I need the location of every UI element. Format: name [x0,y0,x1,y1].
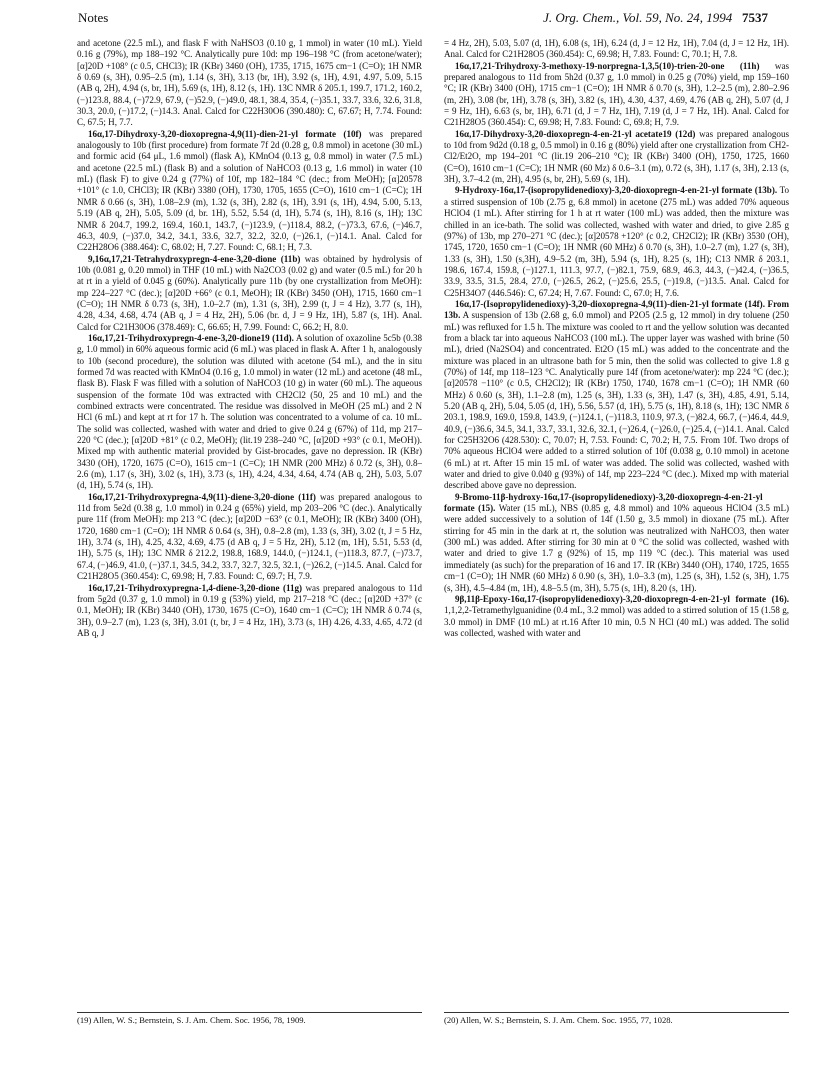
paragraph [77,129,422,254]
paragraph [77,333,422,492]
compound-title: 9-Bromo-11β-hydroxy-16α,17-(isopropylidenedioxy)-3,20-dioxopregn-4-en-21-yl formate (15). [444,491,763,514]
paragraph-text: was prepared analogous to 11d from 5g2d (0.37 g, 1.0 mmol) in 0.19 g (53%) yield, mp 217–218 °C (dec.; [α]20D +37° (c 0.1, MeOH); IR (KBr) 3440 (OH), 1730, 1675 (C=O), 1640 cm−1 (C=C); 1H NMR δ 0.74 (s, 3H), 0.9–2.7 (m), 1.23 (s, 3H), 3.01 (t, br, J = 4 Hz, 1H), 3.73 (s, 1H) 4.26, 4.33, 4.65, 4.72 (d AB q, J [77,582,422,638]
paragraph-text: = 4 Hz, 2H), 5.03, 5.07 (d, 1H), 6.08 (s, 1H), 6.24 (d, J = 12 Hz, 1H), 7.04 (d, J = 12 Hz, 1H). Anal. Calcd for C21H28O5 (360.454): C, 69.98; H, 7.83. Found: C, 70.1; H, 7.8. [444,38,789,60]
paragraph [444,492,789,594]
footnote-left: (19) Allen, W. S.; Bernstein, S. J. Am. Chem. Soc. 1956, 78, 1909. [77,1012,422,1029]
paragraph-text: 1,1,2,2-Tetramethylguanidine (0.4 mL, 3.2 mmol) was added to a stirred solution of 15 (1.58 g, 3.0 mmol) in DMF (10 mL) at rt.16 After 10 min, 0.5 N HCl (40 mL) was added. The solid was collected, washed with water and [444,605,789,638]
compound-title: 16α,17,21-Trihydroxypregn-4-ene-3,20-dione19 (11d). [88,332,294,343]
page-header [0,10,828,32]
paragraph [444,594,789,639]
paragraph-text: was obtained by hydrolysis of 10b (0.081 g, 0.20 mmol) in THF (10 mL) with Na2CO3 (0.02 g) and water (0.5 mL) for 20 h at rt in a yield of 0.045 g (60%). Analytically pure 11b (by one crystallization from MeOH): mp 224–227 °C (dec.); [α]20D +66° (c 0.1, MeOH); IR (KBr) 3450 (OH), 1715, 1660 cm−1 (C=O); 1H NMR δ 0.73 (s, 3H), 1.0–2.7 (m), 1.31 (s, 3H), 2.99 (t, J = 4 Hz), 3.77 (s, 1H), 4.28, 4.34, 4.68, 4.74 (AB q, J = 4 Hz, 2H), 5.06 (br. d, J = 9 Hz, 1H), 5.87 (s, 1H). Anal. Calcd for C21H30O6 (378.469): C, 66.65; H, 7.99. Found: C, 66.2; H, 8.0. [77,253,422,332]
paragraph-text: was prepared analogously to 10b (first procedure) from formate 7f 2d (0.28 g, 0.8 mmol) in acetone (30 mL) and formic acid (64 μL, 1.6 mmol) (flask A), KMnO4 (0.13 g, 0.8 mmol) in water (7.5 mL) and acetone (22.5 mL) (flask B) and a solution of NaHCO3 (0.13 g, 1.6 mmol) in water (10 mL) (flask F) to give 0.24 g (77%) of 10f, mp 182–184 °C (dec.; from MeOH); [α]20578 +101° (c 1.0, CHCl3); IR (KBr) 3380 (OH), 1730, 1705, 1655 (C=O), 1610 cm−1 (C=C); 1H NMR δ 0.66 (s, 3H), 1.08–2.9 (m), 1.32 (s, 3H), 2.82 (s, 1H), 3.91 (s, 1H), 4.94, 5.00, 5.13, 5.19 (AB q, 2H), 5.05, 5.09 (d, br. 1H), 5.52, 5.54 (d, 1H), 5.74 (s, 1H), 8.16 (s, 1H); 13C NMR δ 204.7, 199.2, 169.4, 160.1, 143.7, (−)123.9, (−)118.4, 88.2, (−)73.3, 67.6, (−)46.7, 46.3, 40.9, (−)37.0, 34.2, 34.1, 33.6, 32.7, 32.2, 32.0, (−)26.1, (−)14.1. Anal. Calcd for C22H28O6 (388.464): C, 68.02; H, 7.27. Found: C, 68.1; H, 7.3. [77,128,422,253]
paragraph-text: and acetone (22.5 mL), and flask F with NaHSO3 (0.10 g, 1 mmol) in water (10 mL). Yield 0.16 g (79%), mp 188–192 °C. Analytically pure 10d: mp 196–198 °C (from acetone/water); [α]20D +108° (c 0.5, CHCl3); IR (KBr) 3460 (OH), 1735, 1715, 1675 cm−1 (C=O); 1H NMR δ 0.69 (s, 3H), 0.95–2.5 (m), 1.14 (s, 3H), 3.13 (br, 1H), 3.92 (s, 1H), 4.91, 4.97, 5.09, 5.15 (AB q, 2H), 4.94 (s, br, 1H), 5.69 (s, 1H), 8.12 (s, 1H). 13C NMR δ 205.1, 199.7, 171.2, 160.2, (−)123.8, 88.4, (−)72.9, 67.9, (−)52.9, (−)49.0, 48.1, 38.4, 35.4, (−)35.1, 33.7, 33.6, 32.6, 31.8, 30.3, 20.0, (−)17.2, (−)14.3. Anal. Calcd for C22H30O6 (390.480): C, 67.67; H, 7.74. Found: C, 67.5; H, 7.7. [77,38,422,128]
paragraph-text: A solution of oxazoline 5c5b (0.38 g, 1.0 mmol) in 60% aqueous formic acid (6 mL) was placed in flask A. After 1 h, analogously to 10b (second procedure), the solution was diluted with acetone (54 mL), and the in situ formed 7d was reacted with KMnO4 (0.16 g, 1.0 mmol) in water (12 mL) and acetone (48 mL, flask B). Flask F was filled with a solution of NaHCO3 (10 g) in water (60 mL). The aqueous suspension of the formate 10d was extracted with CH2Cl2 (50, 25 and 10 mL) and the combined extracts were concentrated. The residue was dissolved in MeOH (25 mL) and 2 N HCl (6 mL) and kept at rt for 17 h. The solution was concentrated to a volume of ca. 10 mL. The solid was collected, washed with water and dried to give 0.24 g (67%) of 11d, mp 217–220 °C (dec.); [α]20D +81° (c 0.2, MeOH); (lit.19 238–240 °C, [α]20D +93° (c 0.1, MeOH)). Mixed mp with authentic material provided by Gist-brocades, gave no depression. IR (KBr) 3430 (OH), 1720, 1675 (C=O), 1615 cm−1 (C=C); 1H NMR (200 MHz) δ 0.72 (s, 3H), 0.8–2.6 (m), 1.17 (s, 3H), 3.02 (s, 1H), 3.73 (s, 1H), 4.24, 4.34, 4.64, 4.74 (AB q, 2H), 5.03, 5.07 (d, 1H), 5.74 (s, 1H). [77,332,422,491]
paragraph [77,254,422,333]
paragraph-text: was prepared analogous to 10d from 9d2d (0.18 g, 0.5 mmol) in 0.16 g (80%) yield after one crystallization from CH2-Cl2/Et2O, mp 194–201 °C (lit.19 206–210 °C); IR (KBr) 3400 (OH), 1750, 1725, 1660 (C=O), 1610 cm−1 (C=C); 1H NMR (60 Mz) δ 0.6–3.1 (m), 0.72 (s, 3H), 1.17 (s, 3H), 2.13 (s, 3H), 3.7–4.2 (m, 2H), 4.95 (s, br, 2H), 5.69 (s, 1H). [444,128,789,185]
right-column [444,38,789,988]
section-label: Notes [78,10,109,25]
footnote-right: (20) Allen, W. S.; Bernstein, S. J. Am. Chem. Soc. 1955, 77, 1028. [444,1012,789,1029]
compound-title: 16α,17,21-Trihydroxypregna-1,4-diene-3,20-dione (11g) [88,582,303,593]
compound-title: 9β,11β-Epoxy-16α,17-(isopropylidenedioxy)-3,20-dioxopregn-4-en-21-yl formate (16). [455,593,789,604]
paragraph [77,583,422,640]
paragraph-text: To a stirred suspension of 10b (2.75 g, 6.8 mmol) in acetone (275 mL) was added 70% aqueous HClO4 (1 mL). After stirring for 1 h at rt water (100 mL) was added, then the mixture was chilled in an ice-bath. The solid was collected, washed with water and dried, to give 2.85 g (97%) of 13b, mp 270–271 °C (dec.); [α]20578 +120° (c 0.2, CH2Cl2); IR (KBr) 3530 (OH), 1745, 1720, 1650 cm−1 (C=O); 1H NMR (60 MHz) δ 0.70 (s, 3H), 1.0–2.7 (m), 1.27 (s, 3H), 1.33 (s, 3H), 1.50 (s,3H), 4.9–5.2 (m, 3H), 5.94 (s, 1H), 8.25 (s, 1H); C13 NMR δ 203.1, 198.6, 167.4, 159.8, (−)127.1, 111.3, 97.7, (−)82.1, 75.9, 68.9, 46.3, 44.3, (−)42.4, (−)36.5, 33.9, 33.5, 31.5, 28.4, 27.0, (−)26.5, 26.2, (−)25.6, 25.5, (−)19.8, (−)13.5. Anal. Calcd for C25H34O7 (446.546): C, 67.24; H, 7.67. Found: C, 67.0; H, 7.6. [444,185,789,298]
paragraph [444,61,789,129]
left-column [77,38,422,988]
page-number: 7537 [742,10,768,25]
paragraph [77,492,422,583]
paragraph-text: Water (15 mL), NBS (0.85 g, 4.8 mmol) and 10% aqueous HClO4 (3.5 mL) were added successively to a solution of 14f (1.50 g, 3.5 mmol) in dioxane (75 mL). After stirring for 45 min in the dark at rt, the solution was neutralized with NaHCO3, then water (300 mL) was added. After stirring for 30 min at 0 °C the solid was collected, washed with water and dried to give 1.7 g (92%) of 15, mp 119 °C (dec.). This material was used immediately (as such) for the preparation of 16 and 17. IR (KBr) 3440 (OH), 1740, 1725, 1655 cm−1 (C=O); 1H NMR (60 MHz) δ 0.90 (s, 3H), 1.0–3.3 (m), 1.25 (s, 3H), 1.52 (s, 3H), 1.75 (s, 3H), 4.5–4.84 (m, 1H), 4.8–5.5 (m, 3H), 5.75 (s, 1H), 8.20 (s, 1H). [444,503,789,593]
paragraph [444,129,789,186]
paragraph-text: A suspension of 13b (2.68 g, 6.0 mmol) and P2O5 (2.5 g, 12 mmol) in dry toluene (250 mL) was refluxed for 1.5 h. The mixture was cooled to rt and the yellow solution was decanted from a black tar into aqueous NaHCO3 (100 mL). The upper layer was washed with brine (50 mL), dried (Na2SO4) and concentrated. Et2O (15 mL) was added to the concentrate and the mixture was placed in an ultrasone bath for 5 min, then the solid was collected to give 1.8 g (70%) of 14f, mp 118–123 °C. Analytically pure 14f (from acetone/water): mp 224 °C (dec.); [α]20578 −110° (c 0.5, CH2Cl2); IR (KBr) 1750, 1740, 1678 cm−1 (C=O); 1H NMR (60 MHz) δ 0.60 (s, 3H), 1.1–2.8 (m), 1.25 (s, 3H), 1.33 (s, 3H), 1.47 (s, 3H), 4.85, 4.91, 5.14, 5.20 (AB q, 2H), 5.04, 5.05 (d, 1H), 5.56, 5.57 (d, 1H), 5.75 (s, 1H), 8.18 (s, 1H); 13C NMR δ 203.1, 198.9, 169.0, 159.8, 143.9, (−)124.1, (−)118.3, 110.9, 97.3, (−)82.4, 66.7, (−)46.4, 44.9, 40.9, (−)36.6, 34.5, 34.1, 33.7, 33.1, 32.6, 32.1, (−)26.4, (−)26.0, (−)25.4, (−)14.1. Anal. Calcd for C25H32O6 (428.530): C, 70.07; H, 7.53. Found: C, 70.2; H, 7.5. From 10f. Two drops of 70% aqueous HClO4 were added to a stirred solution of 10f (0.038 g, 0.10 mmol) in acetone (6 mL) at rt. After 15 min 15 mL of water was added. The solid was collected, washed with water and dried to give 0.040 g (93%) of 14f, mp 223–224 °C (dec.). Mixed mp with material described above gave no depression. [444,310,789,491]
paragraph [77,38,422,129]
compound-title: 9-Hydroxy-16α,17-(isopropylidenedioxy)-3,20-dioxopregn-4-en-21-yl formate (13b). [455,185,778,196]
compound-title: 16α,17,21-Trihydroxy-3-methoxy-19-norpregna-1,3,5(10)-trien-20-one (11h) [455,60,760,71]
compound-title: 9,16α,17,21-Tetrahydroxypregn-4-ene-3,20-dione (11b) [88,253,301,264]
compound-title: 16α,17-Dihydroxy-3,20-dioxopregna-4,9(11)-dien-21-yl formate (10f) [88,128,362,139]
paragraph [444,38,789,61]
paragraph-text: was prepared analogous to 11d from 5h2d (0.37 g, 1.0 mmol) in 0.25 g (70%) yield, mp 159–160 °C; IR (KBr) 3400 (OH), 1715 cm−1 (C=O); 1H NMR δ 0.70 (s, 3H), 1.2–2.5 (m), 2.80–2.96 (m, 2H), 3.08 (br, 1H), 3.78 (s, 3H), 3.82 (s, 1H), 4.30, 4.37, 4.69, 4.76 (AB q, 2H), 5.07 (d, J = 9 Hz, 1H), 6.63 (s, br, 1H), 6.71 (d, J = 7 Hz, 1H), 7.19 (d, J = 7 Hz, 1H). Anal. Calcd for C21H28O5 (360.454): C, 69.98; H, 7.83. Found: C, 69.8; H, 7.9. [444,60,789,128]
paragraph-text: was prepared analogous to 11d from 5e2d (0.38 g, 1.0 mmol) in 0.24 g (65%) yield, mp 203–206 °C (dec.). Analytically pure 11f (from MeOH): mp 213 °C (dec.); [α]20D −63° (c 0.1, MeOH); IR (KBr) 3400 (OH), 1720, 1680 cm−1 (C=O); 1H NMR δ 0.64 (s, 3H), 0.8–2.8 (m), 1.33 (s, 3H), 3.02 (t, J = 5 Hz, 1H), 3.74 (s, 1H), 4.25, 4.32, 4.69, 4.75 (d AB q, J = 5 Hz, 2H), 5.12 (m, 1H), 5.51, 5.53 (d, 1H), 5.75 (s, 1H); 13C NMR δ 212.2, 198.8, 168.9, 144.0, (−)124.1, (−)118.3, 87.7, (−)73.7, 67.4, (−)46.9, 41.0, (−)37.1, 34.5, 34.2, 33.7, 32.7, 32.5, 32.1, (−)26.2, (−)14.5. Anal. Calcd for C21H28O5 (360.454): C, 69.98; H, 7.83. Found: C, 69.7; H, 7.9. [77,491,422,582]
journal-citation [543,10,768,26]
compound-title: 16α,17,21-Trihydroxypregna-4,9(11)-diene-3,20-dione (11f) [88,491,316,502]
compound-title: 16α,17-(Isopropylidenedioxy)-3,20-dioxopregna-4,9(11)-dien-21-yl formate (14f). From 13b. [444,298,789,321]
paragraph [444,299,789,492]
journal-name: J. Org. Chem., Vol. 59, No. 24, 1994 [543,10,733,25]
paragraph [444,185,789,298]
compound-title: 16α,17-Dihydroxy-3,20-dioxopregn-4-en-21-yl acetate19 (12d) [455,128,696,139]
